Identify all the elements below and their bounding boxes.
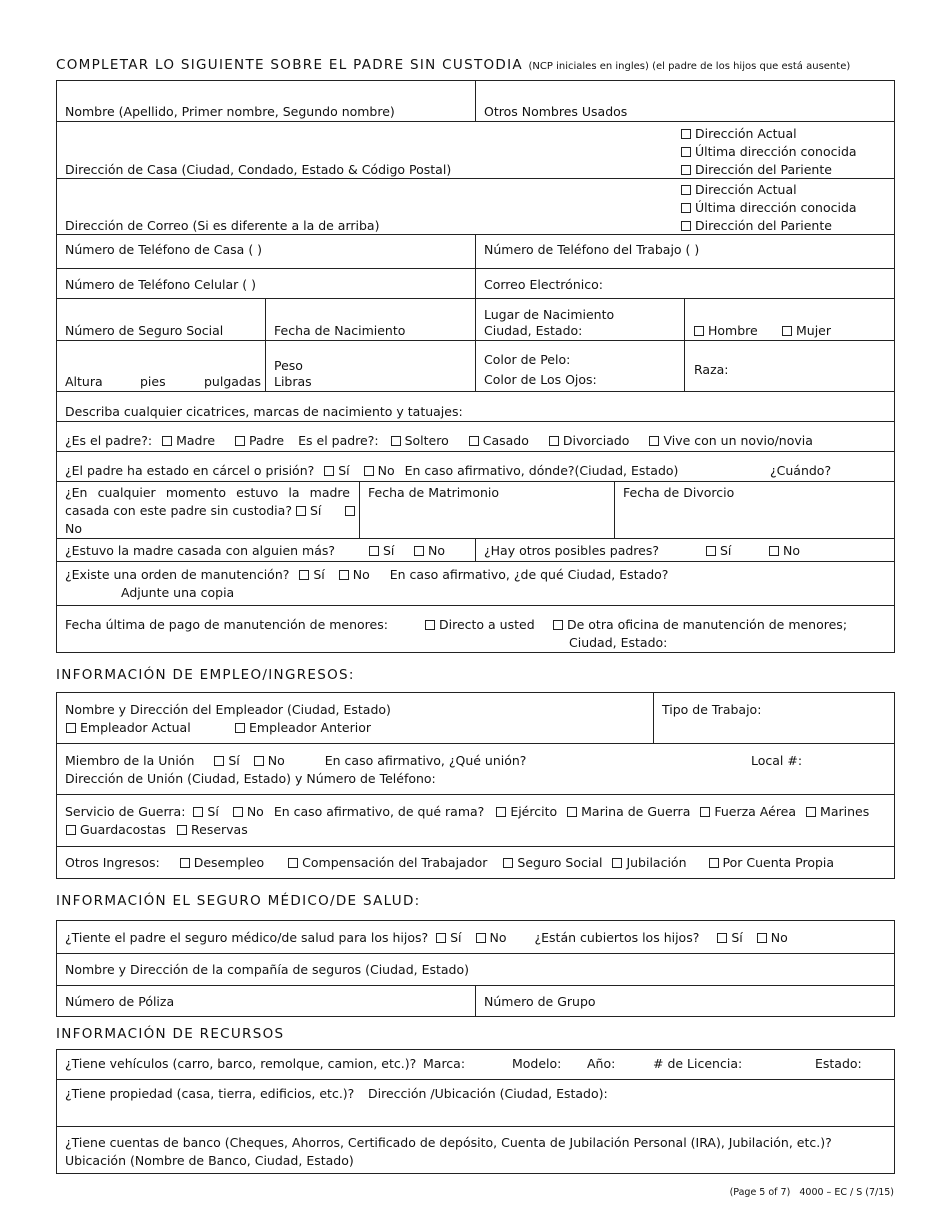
- navy-checkbox[interactable]: [567, 807, 577, 817]
- air-force-option[interactable]: Fuerza Aérea: [700, 804, 796, 819]
- union-no-checkbox[interactable]: [254, 756, 264, 766]
- reserves-checkbox[interactable]: [177, 825, 187, 835]
- army-checkbox[interactable]: [496, 807, 506, 817]
- union-address-label: Dirección de Unión (Ciudad, Estado) y Número de Teléfono:: [65, 771, 436, 786]
- home-phone-label: Número de Teléfono de Casa ( ): [65, 242, 263, 257]
- feet-label: pies: [140, 374, 166, 389]
- email-label: Correo Electrónico:: [484, 277, 603, 292]
- mail-addr-relative[interactable]: Dirección del Pariente: [681, 218, 832, 233]
- unemployment-option[interactable]: Desempleo: [180, 855, 264, 870]
- mother-other-marriage-label: ¿Estuvo la madre casada con alguien más?: [65, 543, 336, 558]
- support-order-yes-checkbox[interactable]: [299, 570, 309, 580]
- section-title-ncp: COMPLETAR LO SIGUIENTE SOBRE EL PADRE SIN CUSTODIA (NCP iniciales en ingles) (el padre de los hijos que está ausente): [56, 57, 851, 73]
- other-parents-yes[interactable]: Sí: [706, 543, 731, 558]
- coast-guard-option[interactable]: Guardacostas: [66, 822, 166, 837]
- previous-employer-option[interactable]: Empleador Anterior: [235, 720, 371, 735]
- military-row: Servicio de Guerra: Sí No En caso afirmativo, de qué rama? Ejército Marina de Guerra Fuerza Aérea Marines: [65, 804, 870, 819]
- other-names-label: Otros Nombres Usados: [484, 104, 628, 119]
- support-order-no[interactable]: No: [339, 567, 370, 582]
- group-number-label: Número de Grupo: [484, 994, 596, 1009]
- cohabiting-checkbox[interactable]: [649, 436, 659, 446]
- other-parents-no-checkbox[interactable]: [769, 546, 779, 556]
- ssn-label: Número de Seguro Social: [65, 323, 224, 338]
- navy-option[interactable]: Marina de Guerra: [567, 804, 690, 819]
- reserves-option[interactable]: Reservas: [177, 822, 248, 837]
- support-order-no-checkbox[interactable]: [339, 570, 349, 580]
- other-income-row: Otros Ingresos: Desempleo Compensación del Trabajador Seguro Social Jubilación Por Cuenta Propia: [65, 855, 835, 870]
- divorced-checkbox[interactable]: [549, 436, 559, 446]
- vehicles-label: ¿Tiene vehículos (carro, barco, remolque, camion, etc.)?: [65, 1056, 417, 1071]
- race-label: Raza:: [694, 362, 729, 377]
- married-option[interactable]: Casado: [469, 433, 529, 448]
- other-parents-no[interactable]: No: [769, 543, 800, 558]
- payment-city-state-label: Ciudad, Estado:: [569, 635, 668, 650]
- workers-comp-option[interactable]: Compensación del Trabajador: [288, 855, 487, 870]
- ever-married-no-checkbox[interactable]: [345, 506, 355, 516]
- mail-addr-last[interactable]: Última dirección conocida: [681, 200, 857, 215]
- home-addr-relative-checkbox[interactable]: [681, 165, 691, 175]
- section-note-ncp: (NCP iniciales en ingles) (el padre de los hijos que está ausente): [528, 61, 851, 72]
- vehicle-make-label: Marca:: [423, 1056, 466, 1071]
- military-no[interactable]: No: [233, 804, 264, 819]
- section-title-resources: INFORMACIÓN DE RECURSOS: [56, 1026, 285, 1042]
- jail-yes-checkbox[interactable]: [324, 466, 334, 476]
- military-yes[interactable]: Sí: [193, 804, 218, 819]
- male-checkbox[interactable]: [694, 326, 704, 336]
- support-order-yes[interactable]: Sí: [299, 567, 324, 582]
- mail-addr-current[interactable]: Dirección Actual: [681, 182, 797, 197]
- mother-other-yes[interactable]: Sí: [369, 543, 394, 558]
- union-row: Miembro de la Unión Sí No En caso afirmativo, ¿Qué unión?: [65, 753, 527, 768]
- union-no[interactable]: No: [254, 753, 285, 768]
- eye-color-label: Color de Los Ojos:: [484, 372, 597, 387]
- mother-other-no[interactable]: No: [414, 543, 445, 558]
- social-security-checkbox[interactable]: [503, 858, 513, 868]
- self-employed-checkbox[interactable]: [709, 858, 719, 868]
- pounds-label: Libras: [274, 374, 312, 389]
- form-number: 4000 – EC / S (7/15): [799, 1187, 894, 1198]
- inches-label: pulgadas: [204, 374, 262, 389]
- cohabiting-option[interactable]: Vive con un novio/novia: [649, 433, 812, 448]
- marriage-date-label: Fecha de Matrimonio: [368, 485, 500, 500]
- payment-direct-checkbox[interactable]: [425, 620, 435, 630]
- mail-addr-last-checkbox[interactable]: [681, 203, 691, 213]
- jail-no-checkbox[interactable]: [364, 466, 374, 476]
- single-option[interactable]: Soltero: [391, 433, 449, 448]
- self-employed-option[interactable]: Por Cuenta Propia: [709, 855, 835, 870]
- bank-location-label: Ubicación (Nombre de Banco, Ciudad, Estado): [65, 1153, 354, 1168]
- marines-option[interactable]: Marines: [806, 804, 869, 819]
- jail-when-label: ¿Cuándo?: [770, 463, 832, 478]
- payment-other-office[interactable]: De otra oficina de manutención de menores;: [553, 617, 847, 632]
- payment-direct[interactable]: Directo a usted: [425, 617, 535, 632]
- property-location-label: Dirección /Ubicación (Ciudad, Estado):: [368, 1086, 608, 1101]
- section-title-employment: INFORMACIÓN DE EMPLEO/INGRESOS:: [56, 667, 355, 683]
- dob-label: Fecha de Nacimiento: [274, 323, 406, 338]
- marines-checkbox[interactable]: [806, 807, 816, 817]
- jail-row: ¿El padre ha estado en cárcel o prisión? Sí No En caso afirmativo, dónde?(Ciudad, Estado): [65, 463, 679, 478]
- last-payment-label: Fecha última de pago de manutención de menores:: [65, 617, 388, 632]
- covered-yes[interactable]: Sí: [717, 930, 742, 945]
- coast-guard-checkbox[interactable]: [66, 825, 76, 835]
- covered-no[interactable]: No: [757, 930, 788, 945]
- social-security-option[interactable]: Seguro Social: [503, 855, 602, 870]
- page-footer: [730, 1187, 894, 1198]
- mother-checkbox[interactable]: [162, 436, 172, 446]
- vehicle-state-label: Estado:: [815, 1056, 862, 1071]
- height-label: Altura: [65, 374, 103, 389]
- covered-yes-checkbox[interactable]: [717, 933, 727, 943]
- father-checkbox[interactable]: [235, 436, 245, 446]
- policy-number-label: Número de Póliza: [65, 994, 175, 1009]
- home-addr-relative[interactable]: Dirección del Pariente: [681, 162, 832, 177]
- scars-label: Describa cualquier cicatrices, marcas de nacimiento y tatuajes:: [65, 404, 463, 419]
- ever-married-yes[interactable]: Sí: [296, 503, 321, 518]
- attach-copy-label: Adjunte una copia: [121, 585, 235, 600]
- insurance-company-label: Nombre y Dirección de la compañía de seguros (Ciudad, Estado): [65, 962, 470, 977]
- home-addr-last[interactable]: Última dirección conocida: [681, 144, 857, 159]
- support-order-row: ¿Existe una orden de manutención? Sí No En caso afirmativo, ¿de qué Ciudad, Estado?: [65, 567, 669, 582]
- covered-no-checkbox[interactable]: [757, 933, 767, 943]
- job-type-label: Tipo de Trabajo:: [662, 702, 762, 717]
- insurance-no-checkbox[interactable]: [476, 933, 486, 943]
- mail-addr-current-checkbox[interactable]: [681, 185, 691, 195]
- divorced-option[interactable]: Divorciado: [549, 433, 630, 448]
- military-no-checkbox[interactable]: [233, 807, 243, 817]
- bank-accounts-label: ¿Tiene cuentas de banco (Cheques, Ahorros, Certificado de depósito, Cuenta de Jubilación Personal (IRA), Jubilación, etc.)?: [65, 1135, 832, 1150]
- birthplace-label: Lugar de Nacimiento: [484, 307, 615, 322]
- parent-status-row: ¿Es el padre?: Madre Padre Es el padre?: Soltero Casado Divorciado Vive con un novio/novia: [65, 433, 813, 448]
- sex-female[interactable]: Mujer: [782, 323, 831, 338]
- jail-no[interactable]: No: [364, 463, 395, 478]
- vehicle-year-label: Año:: [587, 1056, 616, 1071]
- insurance-no[interactable]: No: [476, 930, 507, 945]
- ever-married-no-label: No: [65, 521, 82, 536]
- army-option[interactable]: Ejército: [496, 804, 557, 819]
- mail-address-label: Dirección de Correo (Si es diferente a la de arriba): [65, 218, 380, 233]
- hair-color-label: Color de Pelo:: [484, 352, 571, 367]
- father-option[interactable]: Padre: [235, 433, 284, 448]
- union-yes[interactable]: Sí: [214, 753, 239, 768]
- cell-phone-label: Número de Teléfono Celular ( ): [65, 277, 256, 292]
- female-checkbox[interactable]: [782, 326, 792, 336]
- home-addr-current-checkbox[interactable]: [681, 129, 691, 139]
- previous-employer-checkbox[interactable]: [235, 723, 245, 733]
- current-employer-option[interactable]: Empleador Actual: [66, 720, 191, 735]
- vehicle-license-label: # de Licencia:: [653, 1056, 743, 1071]
- birthplace-city-label: Ciudad, Estado:: [484, 323, 583, 338]
- page-number: (Page 5 of 7): [729, 1187, 791, 1198]
- name-label: Nombre (Apellido, Primer nombre, Segundo nombre): [65, 104, 395, 119]
- workers-comp-checkbox[interactable]: [288, 858, 298, 868]
- married-question-line2: casada con este padre sin custodia? Sí: [65, 503, 359, 518]
- mother-other-no-checkbox[interactable]: [414, 546, 424, 556]
- union-yes-checkbox[interactable]: [214, 756, 224, 766]
- vehicle-model-label: Modelo:: [512, 1056, 562, 1071]
- air-force-checkbox[interactable]: [700, 807, 710, 817]
- single-checkbox[interactable]: [391, 436, 401, 446]
- jail-yes[interactable]: Sí: [324, 463, 349, 478]
- married-checkbox[interactable]: [469, 436, 479, 446]
- weight-label: Peso: [274, 358, 303, 373]
- ever-married-yes-checkbox[interactable]: [296, 506, 306, 516]
- section-title-insurance: INFORMACIÓN EL SEGURO MÉDICO/DE SALUD:: [56, 893, 421, 909]
- insurance-yes-checkbox[interactable]: [436, 933, 446, 943]
- unemployment-checkbox[interactable]: [180, 858, 190, 868]
- other-parents-label: ¿Hay otros posibles padres?: [484, 543, 659, 558]
- home-addr-last-checkbox[interactable]: [681, 147, 691, 157]
- mother-other-yes-checkbox[interactable]: [369, 546, 379, 556]
- property-label: ¿Tiene propiedad (casa, tierra, edificios, etc.)?: [65, 1086, 355, 1101]
- current-employer-checkbox[interactable]: [66, 723, 76, 733]
- insurance-yes[interactable]: Sí: [436, 930, 461, 945]
- other-parents-yes-checkbox[interactable]: [706, 546, 716, 556]
- divorce-date-label: Fecha de Divorcio: [623, 485, 735, 500]
- payment-other-office-checkbox[interactable]: [553, 620, 563, 630]
- married-question-line1: ¿En cualquier momento estuvo la madre: [65, 485, 350, 500]
- home-addr-current[interactable]: Dirección Actual: [681, 126, 797, 141]
- home-address-label: Dirección de Casa (Ciudad, Condado, Estado & Código Postal): [65, 162, 452, 177]
- retirement-checkbox[interactable]: [612, 858, 622, 868]
- sex-male[interactable]: Hombre: [694, 323, 758, 338]
- mail-addr-relative-checkbox[interactable]: [681, 221, 691, 231]
- insurance-question-row: ¿Tiente el padre el seguro médico/de salud para los hijos? Sí No ¿Están cubiertos los hijos? Sí No: [65, 930, 788, 945]
- union-local-label: Local #:: [751, 753, 803, 768]
- retirement-option[interactable]: Jubilación: [612, 855, 686, 870]
- work-phone-label: Número de Teléfono del Trabajo ( ): [484, 242, 700, 257]
- mother-option[interactable]: Madre: [162, 433, 215, 448]
- military-yes-checkbox[interactable]: [193, 807, 203, 817]
- employer-label: Nombre y Dirección del Empleador (Ciudad, Estado): [65, 702, 391, 717]
